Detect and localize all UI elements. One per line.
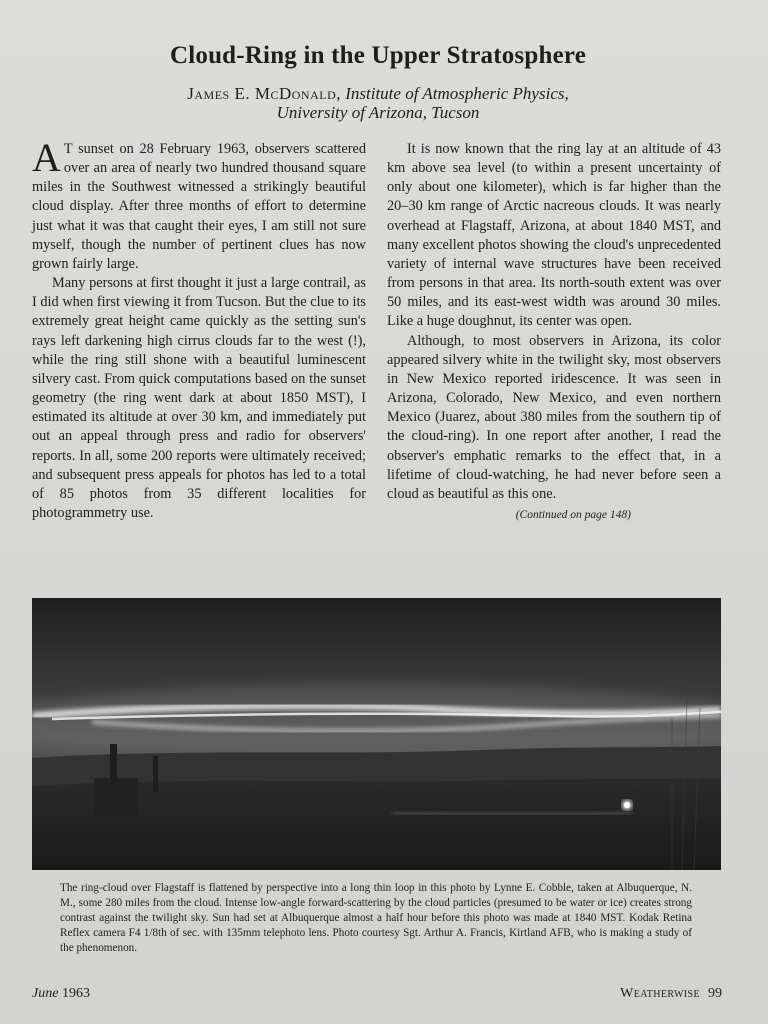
paragraph xyxy=(32,135,366,274)
cloud-ring-photo xyxy=(32,598,721,870)
paragraph-text: T sunset on 28 February 1963, observers scattered over an area of nearly two hundred thousand square miles in the Southwest witnessed a strikingly beautiful cloud display. After three months of effort to determine just what it was that caught their eyes, I am still not sure myself, though the number of pertinent clues has now grown fairly large. xyxy=(32,141,366,272)
cloud-ring-photo-image xyxy=(32,598,721,870)
article-column-right xyxy=(387,140,721,525)
institution-line-1: Institute of Atmospheric Physics, xyxy=(345,84,569,103)
magazine-name: Weatherwise xyxy=(620,986,700,1001)
article-title: Cloud-Ring in the Upper Stratosphere xyxy=(169,42,587,69)
article-column-left xyxy=(32,135,366,523)
footer-publication xyxy=(620,986,722,1002)
footer-month: June xyxy=(32,986,59,1001)
byline xyxy=(0,84,756,122)
photo-caption: The ring-cloud over Flagstaff is flattened by perspective into a long thin loop in this photo by Lynne E. Cobble, taken at Albuquerque, N. M., some 280 miles from the cloud. Intense low-angle forward-scattering by the cloud particles (presumed to be water or ice) creates strong contrast against the twilight sky. Sun had set at Albuquerque almost a half hour before this photo was made at 1840 MST. Kodak Retina Reflex camera F4 1/8th of sec. with 135mm telephoto lens. Photo courtesy Sgt. Arthur A. Francis, Kirtland AFB, who is making a study of the phenomenon. xyxy=(60,882,692,955)
paragraph: Many persons at first thought it just a large contrail, as I did when first viewing it from Tucson. But the clue to its extremely great height came quickly as the setting sun's rays left darkening high cirrus clouds far to the west (!), while the ring still shone with a beautiful luminescent silvery cast. From quick computations based on the sunset geometry (the ring went dark at about 1850 MST), I estimated its altitude at over 30 km, and immediately put out an appeal through press and radio for observers' reports. In all, some 200 reports were ultimately received; and subsequent press appeals for photos has led to a total of 85 photos from 35 different localities for photogrammetry use. xyxy=(32,275,366,521)
paragraph: It is now known that the ring lay at an altitude of 43 km above sea level (to within a present uncertainty of only about one kilometer), which is far higher than the 20–30 km range of Arctic nacreous clouds. It was nearly overhead at Flagstaff, Arizona, at about 1840 MST, and many excellent photos showing the cloud's unprecedented variety of internal wave structures have been received from persons in that area. Its north-south extent was over 50 miles, and its east-west width was around 30 miles. Like a huge doughnut, its center was open. xyxy=(387,141,721,330)
drop-cap: A xyxy=(32,135,61,180)
continued-note: (Continued on page 148) xyxy=(515,508,631,521)
institution-line-2: University of Arizona, Tucson xyxy=(276,103,480,122)
footer-date xyxy=(32,986,90,1002)
paragraph: Although, to most observers in Arizona, its color appeared silvery white in the twilight sky, most observers in New Mexico reported iridescence. It was seen in Arizona, Colorado, New Mexico, and even northern Mexico (Juarez, about 380 miles from the southern tip of the cloud-ring). In one report after another, I read the observer's emphatic remarks to the effect that, in a lifetime of cloud-watching, he had never before seen a cloud as beautiful as this one. xyxy=(387,332,721,502)
footer-year: 1963 xyxy=(61,986,90,1001)
author-name: James E. McDonald, xyxy=(187,84,341,103)
page-number: 99 xyxy=(708,986,722,1001)
